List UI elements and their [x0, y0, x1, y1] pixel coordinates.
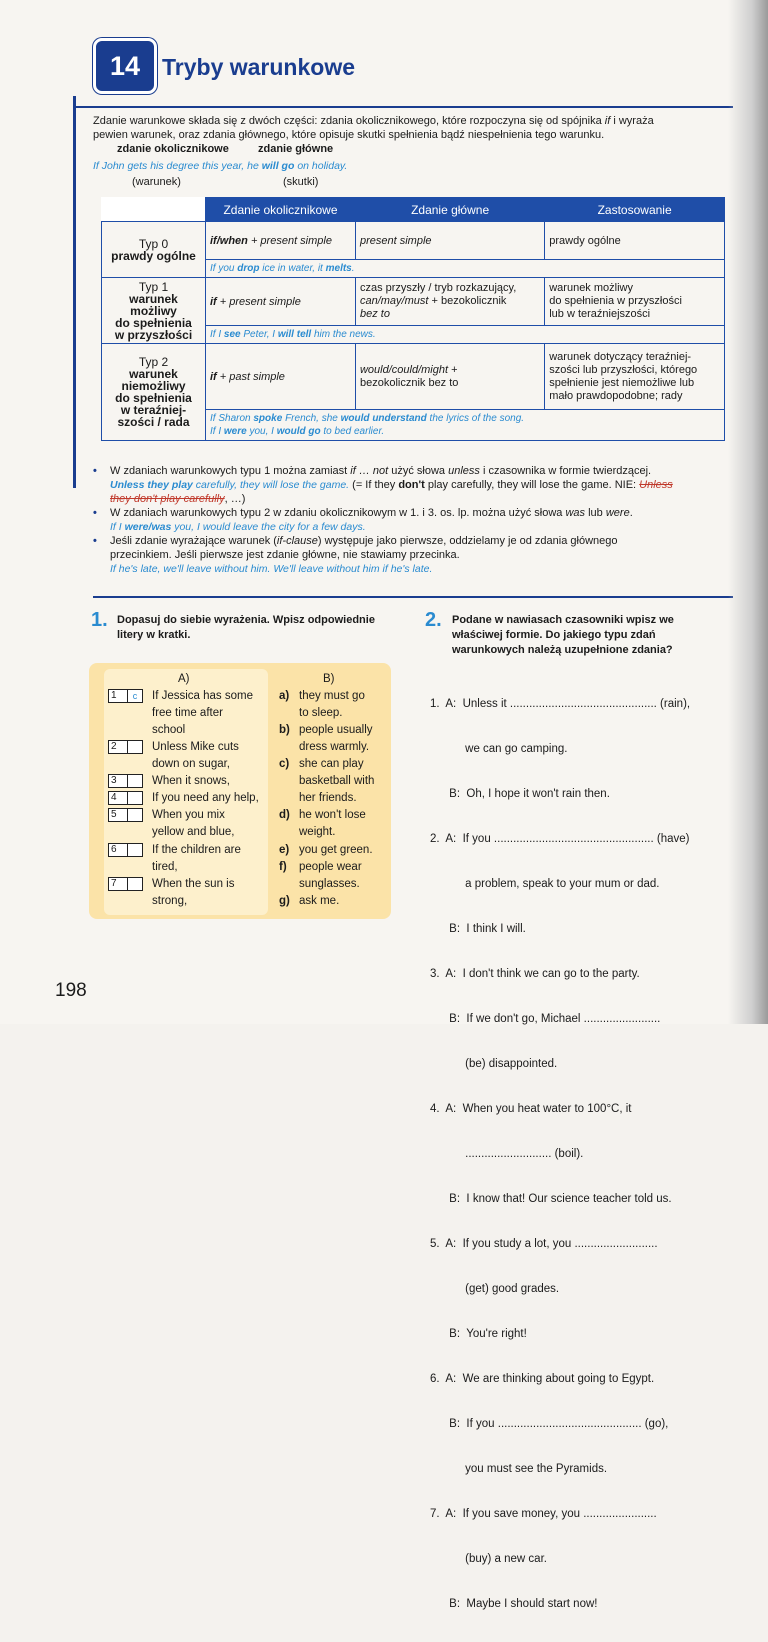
page-title: Tryby warunkowe [162, 54, 356, 80]
note-comma: • Jeśli zdanie wyrażające warunek (if-clause) występuje jako pierwsze, oddzielamy je od zdania głównego przecinkiem. Jeśli pierwsze jest zdanie główne, nie stawiamy przecinka. If he's late, we'll leave without him. We'll leave without him if he's late. [93, 535, 618, 575]
answer-box-5[interactable] [127, 808, 143, 822]
conditionals-table [101, 197, 725, 441]
ex2-line: B: You're right! [430, 1328, 527, 1340]
table-row-type1: Typ 1 warunek możliwy do spełnienia w przyszłości if + present simple czas przyszły / tryb rozkazujący, can/may/must + bezokolicznik bez to warunek możliwy do spełnienia w przyszłości lub w teraźniejszości [102, 278, 725, 326]
exercise-2-instruction: Podane w nawiasach czasowniki wpisz we właściwej formie. Do jakiego typu zdań warunkowych należą uzupełnione zdania? [452, 614, 674, 656]
ex2-line: 5. A: If you study a lot, you .......................... [430, 1238, 658, 1250]
example-type1: If I see Peter, I will tell him the news. [206, 326, 725, 344]
label-condition: (warunek) [132, 176, 181, 188]
match-item-b-g: g) [279, 895, 290, 907]
ex2-line: 2. A: If you .................................................. (have) [430, 833, 690, 845]
match-item-a7: 7 [108, 876, 143, 893]
ex2-line: B: I know that! Our science teacher told us. [430, 1193, 672, 1205]
answer-box-4[interactable] [127, 791, 143, 805]
grammar-box-bottom-line [93, 596, 733, 598]
ex2-line: a problem, speak to your mum or dad. [430, 878, 660, 890]
match-item-b-c: c) [279, 758, 290, 770]
label-main-clause: zdanie główne [258, 143, 334, 155]
match-item-b-b: b) [279, 724, 290, 736]
ex2-line: 4. A: When you heat water to 100°C, it [430, 1103, 632, 1115]
example-type0: If you drop ice in water, it melts. [206, 260, 725, 278]
ex2-line: you must see the Pyramids. [430, 1463, 608, 1475]
ex2-line: B: Maybe I should start now! [430, 1598, 598, 1610]
page-edge-shadow [728, 0, 768, 1024]
example-type2: If Sharon spoke French, she would understand the lyrics of the song. If I were you, I would go to bed earlier. [206, 410, 725, 441]
col-header-main: Zdanie główne [355, 198, 544, 222]
exercise-1-instruction: Dopasuj do siebie wyrażenia. Wpisz odpowiednie litery w kratki. [117, 614, 375, 641]
grammar-box-border [73, 96, 76, 488]
ex2-line: B: Oh, I hope it won't rain then. [430, 788, 610, 800]
grammar-box-top-line [73, 106, 733, 108]
label-subordinate-clause: zdanie okolicznikowe [117, 143, 229, 155]
ex2-line: (get) good grades. [430, 1283, 560, 1295]
ex2-line: (be) disappointed. [430, 1058, 558, 1070]
answer-box-7[interactable] [127, 877, 143, 891]
exercise-2-questions [430, 667, 690, 1642]
ex2-line: B: I think I will. [430, 923, 526, 935]
ex2-line: ........................... (boil). [430, 1148, 584, 1160]
table-row-type2: Typ 2 warunek niemożliwy do spełnienia w teraźniej- szości / rada if + past simple would/could/might + bezokolicznik bez to warunek dotyczący teraźniej- szości lub przyszłości, którego spełnienie jest niemożliwe lub mało prawdopodobne; rady [102, 344, 725, 410]
match-item-a1: 1 c [108, 688, 143, 705]
answer-box-1[interactable]: c [127, 689, 143, 703]
ex2-line: we can go camping. [430, 743, 568, 755]
column-b-header: B) [323, 673, 335, 685]
ex2-line: 3. A: I don't think we can go to the party. [430, 968, 640, 980]
match-item-b-a: a) [279, 690, 290, 702]
exercise-1-number: 1. [91, 609, 108, 631]
match-item-b-e: e) [279, 844, 290, 856]
grammar-intro: Zdanie warunkowe składa się z dwóch części: zdania okolicznikowego, które rozpoczyna się od spójnika if i wyraża pewien warunek, oraz zdania głównego, które opisuje skutki spełnienia bądź niespełnienia tego warunku. [93, 115, 654, 141]
match-item-a4: 4 [108, 790, 143, 807]
exercise-2-number: 2. [425, 609, 442, 631]
grammar-notes [93, 464, 733, 576]
match-item-a2: 2 [108, 739, 143, 756]
column-a-header: A) [178, 673, 190, 685]
textbook-page: 14 Tryby warunkowe Zdanie warunkowe składa się z dwóch części: zdania okolicznikowego, które rozpoczyna się od spójnika if i wyraża pewien warunek, oraz zdania głównego, które opisuje skutki spełnienia bądź niespełnienia tego warunku. zdanie okolicznikowe zdanie główne If John gets his degree this year, he will go on holiday. (warunek) (skutki) Zdanie okolicznikowe Zdanie główne Zastosowanie Typ 0 prawdy ogólne if/when + present simple present simple prawdy ogólne If you drop ice in water, it melts. Typ 1 warunek możliwy do spełnienia w przyszłości if + present simple czas przyszły / tryb rozkazujący, can/may/must + bezokolicznik bez to warunek możliwy do spełnienia w przyszłości lub w teraźniejszości If I see Peter, I will tell him the news. Typ 2 warunek niemożliwy do spełnienia w teraźniej- szości / rada if + past simple would/could/might + bezokolicznik bez to warunek dotyczący teraźniej- szości lub przyszłości, którego spełnienie jest niemożliwe lub mało prawdopodobne; rady If Sharon spoke French, she would understand the lyrics of the song. If I were you, I would go to bed earlier. • W zdaniach warunkowych typu 1 można zamiast if … not użyć słowa unless i czasownika w formie twierdzącej. Unless they play carefully, they will lose the game. (= If they don't play carefully, they will lose the game. NIE: Unless they don't play carefully, …) • W zdaniach warunkowych typu 2 w zdaniu okolicznikowym w 1. i 3. os. lp. można użyć słowa was lub were. If I were/was you, I would leave the city for a few days. • Jeśli zdanie wyrażające warunek (if-clause) występuje jako pierwsze, oddzielamy je od zdania głównego przecinkiem. Jeśli pierwsze jest zdanie główne, nie stawiamy przecinka. If he's late, we'll leave without him. We'll leave without him if he's late. 1. Dopasuj do siebie wyrażenia. Wpisz odpowiednie litery w kratki. A) B) 1 c If Jessica has some free time after school 2 Unless Mike cuts down on sugar, 3 When it snows, 4 If you need any help, 5 When you mix yellow and blue, 6 If the children are tired, 7 When the sun is strong, a) they must go to sleep. b) people usually dress warmly. c) she can play basketball with her friends. d) he won't lose weight. e) you get green. f) people wear sunglasses. g) ask me. 2. Podane w nawiasach czasowniki wpisz we właściwej formie. Do jakiego typu zdań warunkowych należą uzupełnione zdania? 1. A: Unless it .............................................. (rain), we can go camping. B: Oh, I hope it won't rain then. 2. A: If you .................................................. (have) a problem, speak to your mum or dad. B: I think I will. 3. A: I don't think we can go to the party. B: If we don't go, Michael ........................ (be) disappointed. 4. A: When you heat water to 100°C, it ........................... (boil). B: I know that! Our science teacher told us. 5. A: If you study a lot, you .......................... (get) good grades. B: You're right! 6. A: We are thinking about going to Egypt. B: If you ............................................. (go), you must see the Pyramids. 7. A: If you save money, you ....................... (buy) a new car. B: Maybe I should start now! 198 [0, 0, 768, 1024]
match-item-a6: 6 [108, 842, 143, 859]
note-was-were: • W zdaniach warunkowych typu 2 w zdaniu okolicznikowym w 1. i 3. os. lp. można użyć słowa was lub were. If I were/was you, I would leave the city for a few days. [93, 507, 633, 533]
col-header-use: Zastosowanie [545, 198, 725, 222]
ex2-line: 7. A: If you save money, you ....................... [430, 1508, 657, 1520]
note-unless: • W zdaniach warunkowych typu 1 można zamiast if … not użyć słowa unless i czasownika w formie twierdzącej. Unless they play carefully, they will lose the game. (= If they don't play carefully, they will lose the game. NIE: Unless they don't play carefully, …) [93, 465, 673, 505]
ex2-line: 6. A: We are thinking about going to Egypt. [430, 1373, 655, 1385]
answer-box-6[interactable] [127, 843, 143, 857]
match-item-a3: 3 [108, 773, 143, 790]
answer-box-3[interactable] [127, 774, 143, 788]
ex2-line: 1. A: Unless it .............................................. (rain), [430, 698, 691, 710]
ex2-line: B: If you ............................................. (go), [430, 1418, 669, 1430]
ex2-line: B: If we don't go, Michael ........................ [430, 1013, 661, 1025]
unit-number-badge: 14 [93, 38, 157, 94]
match-item-b-f: f) [279, 861, 287, 873]
match-item-b-d: d) [279, 809, 290, 821]
col-header-subordinate: Zdanie okolicznikowe [206, 198, 356, 222]
ex2-line: (buy) a new car. [430, 1553, 547, 1565]
label-effects: (skutki) [283, 176, 319, 188]
intro-example: If John gets his degree this year, he will go on holiday. [93, 160, 348, 172]
table-row-type0: Typ 0 prawdy ogólne if/when + present simple present simple prawdy ogólne [102, 222, 725, 260]
match-item-a5: 5 [108, 807, 143, 824]
page-number: 198 [55, 980, 87, 1001]
answer-box-2[interactable] [127, 740, 143, 754]
